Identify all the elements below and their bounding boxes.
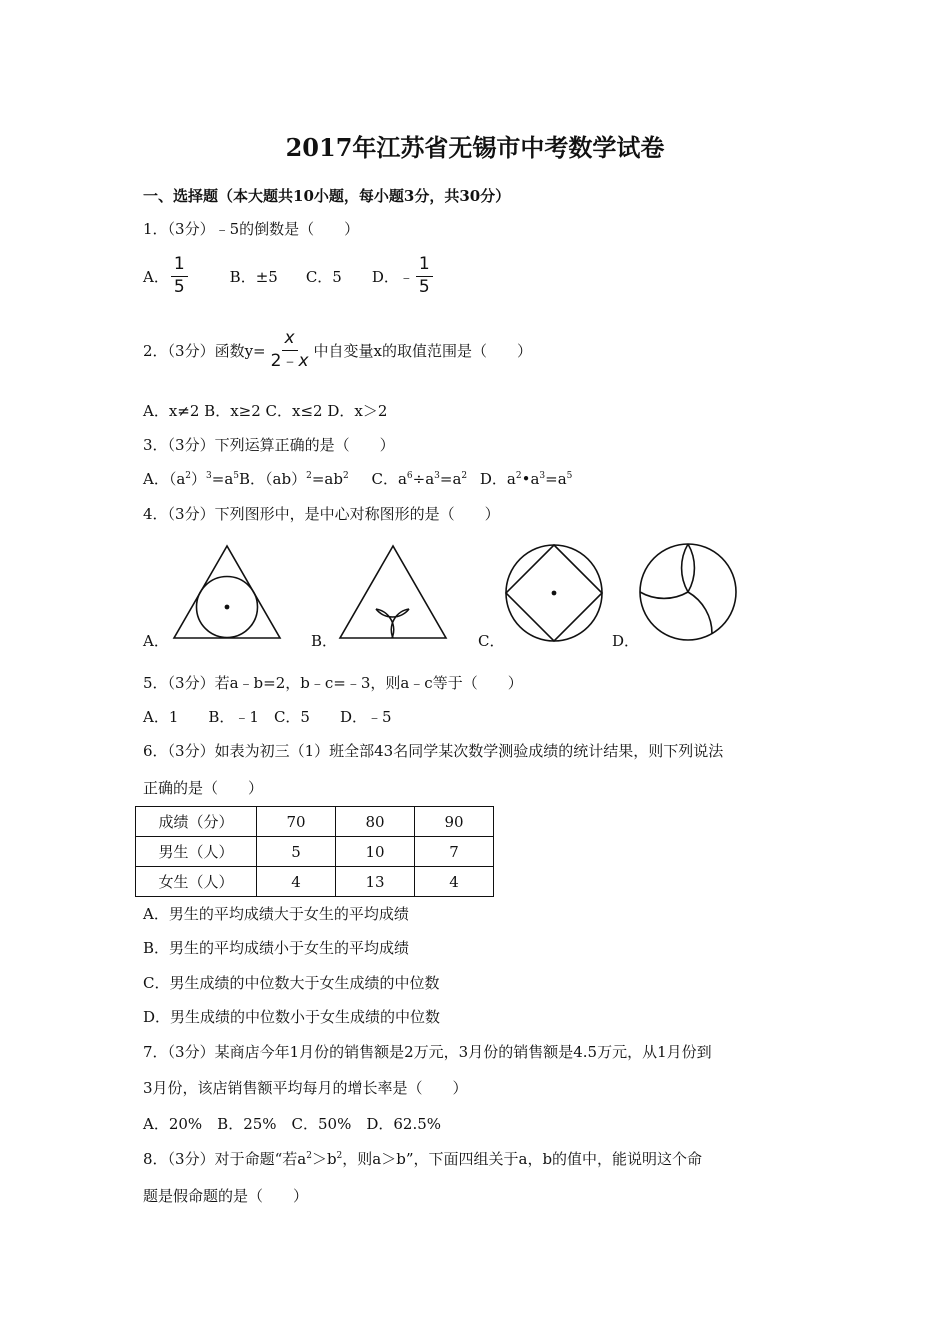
question-6-option-a: A．男生的平均成绩大于女生的平均成绩 [143,905,409,923]
question-8-stem-line1 [143,1148,702,1169]
text: ，则a＞b”，下面四组关于a，b的值中，能说明这个命 [342,1150,703,1168]
table-row [136,867,494,897]
question-3-options [143,468,572,489]
petal-arc [682,544,688,592]
center-dot [552,591,557,596]
option-d [480,470,573,488]
table-cell: 90 [415,807,494,837]
question-6-stem-line2: 正确的是（ ） [143,779,264,797]
exponent: 2 [306,471,312,481]
fraction-denominator [268,351,312,371]
fraction-numerator: x [282,330,298,351]
exponent: 2 [306,1151,312,1161]
table-cell: 70 [257,807,336,837]
option-b [239,470,349,488]
text: 8．（3分）对于命题“若a [143,1150,307,1168]
question-4-stem: 4．（3分）下列图形中，是中心对称图形的是（ ） [143,505,500,523]
question-6-option-c: C．男生成绩的中位数大于女生成绩的中位数 [143,974,440,992]
text: ） [191,470,207,488]
text: =a [439,470,462,488]
table-cell: 女生（人） [136,867,257,897]
figure-b-triangle-arcs [336,540,451,642]
triangle-shape [174,546,280,638]
figure-d-label: D． [612,632,640,650]
question-8-stem-line2: 题是假命题的是（ ） [143,1187,309,1205]
table-cell: 5 [257,837,336,867]
page-title: 2017年江苏省无锡市中考数学试卷 [285,133,665,162]
text: ÷a [412,470,435,488]
question-3-stem: 3．（3分）下列运算正确的是（ ） [143,436,395,454]
center-dot [225,605,230,610]
exponent: 5 [566,471,573,481]
exponent: 5 [233,471,240,481]
text: •a [521,470,540,488]
denominator-variable: x [298,350,309,371]
exponent: 2 [461,471,468,481]
exponent: 2 [342,471,349,481]
question-6-option-b: B．男生的平均成绩小于女生的平均成绩 [143,939,410,957]
fraction-denominator: 5 [173,276,185,297]
petal-arc [688,592,712,634]
fraction-numerator: 1 [171,256,188,277]
table-cell: 成绩（分） [136,807,257,837]
option-d-label: D．﹣ [371,267,414,286]
exponent: 3 [206,471,212,481]
question-6-option-d: D．男生成绩的中位数小于女生成绩的中位数 [143,1008,441,1026]
exponent: 2 [185,471,192,481]
figure-c-label: C． [478,632,505,650]
table-cell: 10 [336,837,415,867]
petal-arc [640,592,688,598]
denominator-constant: 2﹣ [270,350,299,371]
option-c [371,470,467,488]
question-1-stem: 1．（3分）﹣5的倒数是（ ） [143,220,360,238]
option-d-fraction [416,253,433,297]
question-1-options [143,252,435,300]
figure-a-triangle-incircle [170,540,285,642]
text: B．（ab） [239,470,307,488]
text: =ab [311,470,343,488]
question-6-stem-line1: 6．（3分）如表为初三（1）班全部43名同学某次数学测验成绩的统计结果，则下列说法 [143,742,724,760]
question-7-stem-line1: 7．（3分）某商店今年1月份的销售额是2万元，3月份的销售额是4.5万元，从1月份到 [143,1043,712,1061]
option-a-fraction [171,253,188,297]
exponent: 3 [434,471,440,481]
table-row [136,837,494,867]
fraction-numerator: 1 [416,256,433,277]
figure-a-label: A． [143,632,169,650]
table-cell: 7 [415,837,494,867]
table-cell: 4 [415,867,494,897]
figure-c-circle-square [502,540,606,646]
question-7-stem-line2: 3月份，该店销售额平均每月的增长率是（ ） [143,1079,468,1097]
section-heading: 一、选择题（本大题共10小题，每小题3分，共30分） [143,187,511,205]
question-7-options: A．20% B．25% C．50% D．62.5% [143,1115,442,1133]
function-fraction [268,327,312,371]
fraction-denominator: 5 [418,276,430,297]
exponent: 3 [539,471,546,481]
exponent: 2 [515,471,522,481]
exponent: 2 [336,1151,343,1161]
question-5-options: A．1 B．﹣1 C．5 D．﹣5 [143,708,392,726]
option-a-label: A． [143,267,169,286]
text: =a [211,470,234,488]
exponent: 6 [406,471,413,481]
table-cell: 80 [336,807,415,837]
table-cell: 4 [257,867,336,897]
text: A．（a [143,470,186,488]
table-cell: 13 [336,867,415,897]
text: ＞b [311,1150,337,1168]
question-2-stem [143,324,532,376]
option-c: C．5 [305,267,342,286]
table-header-row [136,807,494,837]
figure-d-circle-arcs [636,540,740,644]
question-2-suffix: 中自变量x的取值范围是（ ） [313,341,532,360]
figure-b-label: B． [311,632,338,650]
question-2-prefix: 2．（3分）函数y= [143,341,266,360]
text: =a [545,470,567,488]
score-table [135,806,494,897]
table-cell: 男生（人） [136,837,257,867]
petal-arc [688,544,694,592]
text: C．a [371,470,407,488]
option-b: B．±5 [229,267,278,286]
text: D．a [479,470,516,488]
question-2-options: A．x≠2 B．x≥2 C．x≤2 D．x＞2 [143,402,388,420]
question-5-stem: 5．（3分）若a﹣b=2，b﹣c=﹣3，则a﹣c等于（ ） [143,674,523,692]
option-a [143,470,239,488]
